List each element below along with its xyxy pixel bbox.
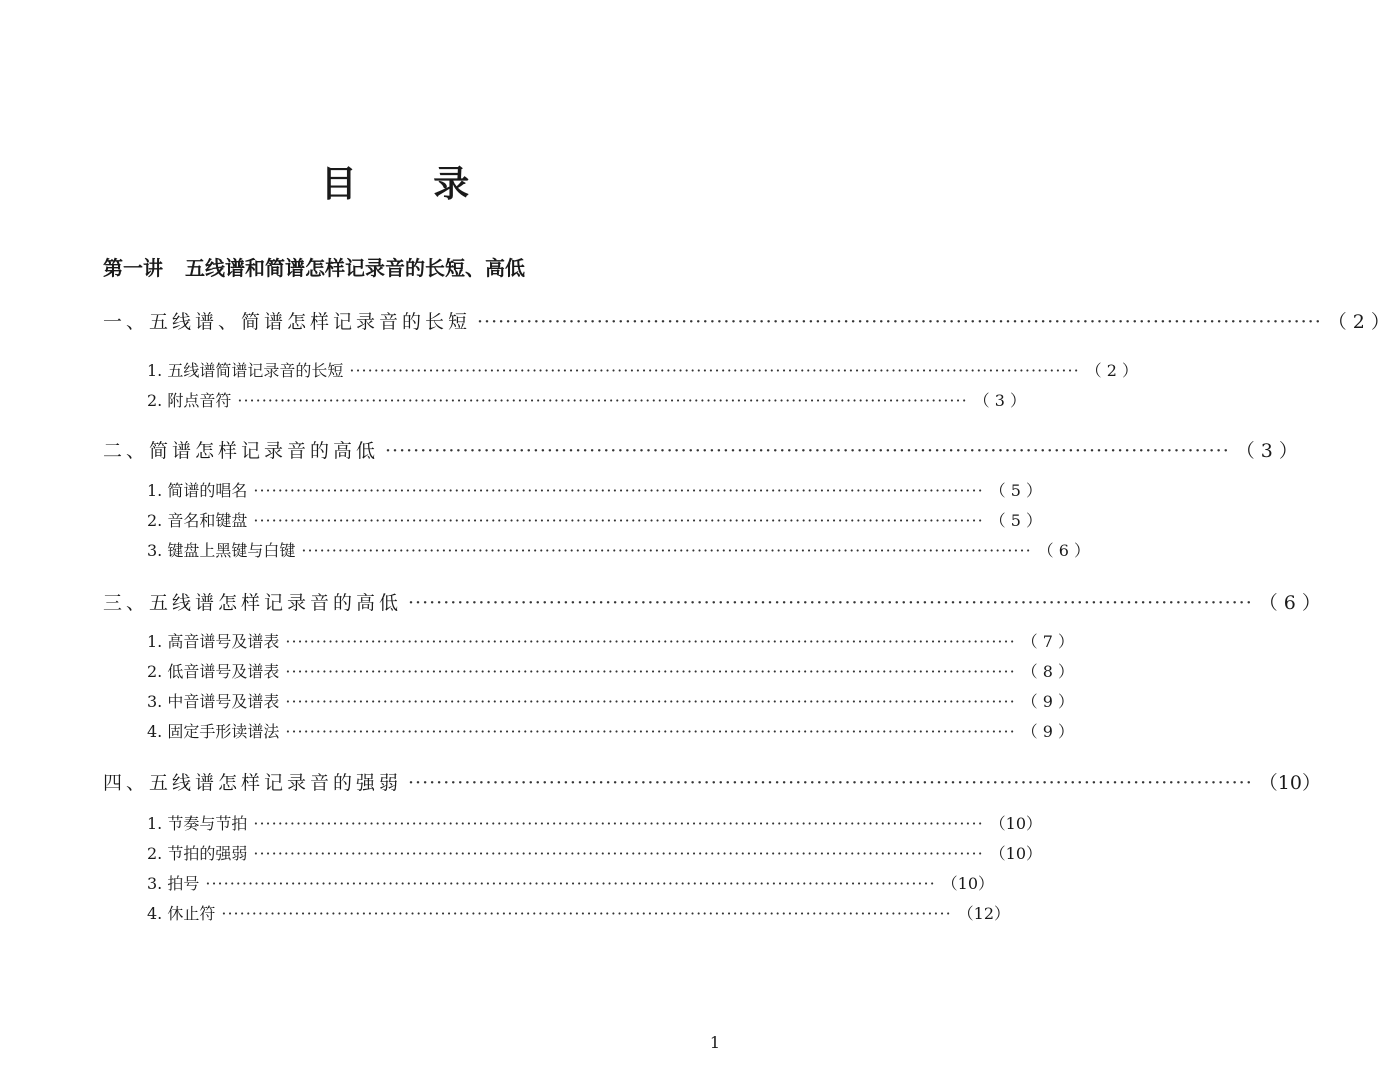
toc-item[interactable] (147, 508, 1043, 534)
leader-dots: ························································································································ (408, 592, 1253, 614)
leader-dots: ························································································································ (301, 541, 1032, 560)
chapter-number: 第一讲 (103, 256, 163, 280)
toc-item-label: 2. 节拍的强弱 (147, 844, 248, 863)
leader-dots: ························································································································ (408, 772, 1253, 794)
leader-dots: ························································································································ (285, 722, 1016, 741)
leader-dots: ························································································································ (253, 814, 984, 833)
toc-page-number: （10） (1258, 772, 1321, 794)
toc-item[interactable] (147, 901, 1011, 927)
toc-page-number: （ 3 ） (1235, 440, 1298, 462)
toc-page-number: （ 6 ） (1037, 541, 1091, 560)
toc-item-label: 2. 低音谱号及谱表 (147, 662, 280, 681)
leader-dots: ························································································································ (285, 692, 1016, 711)
toc-page-number: （ 8 ） (1021, 662, 1075, 681)
toc-item[interactable] (147, 811, 1043, 837)
toc-page-number: （ 7 ） (1021, 632, 1075, 651)
toc-page-number: （ 6 ） (1258, 592, 1321, 614)
toc-page-number: （10） (941, 874, 995, 893)
leader-dots: ························································································································ (349, 361, 1080, 380)
leader-dots: ························································································································ (221, 904, 952, 923)
leader-dots: ························································································································ (285, 632, 1016, 651)
leader-dots: ························································································································ (253, 844, 984, 863)
toc-section-label: 三、五线谱怎样记录音的高低 (103, 592, 403, 614)
toc-item[interactable] (147, 358, 1139, 384)
toc-page-number: （ 2 ） (1327, 311, 1390, 333)
toc-item-label: 2. 音名和键盘 (147, 511, 248, 530)
toc-page-number: （12） (957, 904, 1011, 923)
toc-page-number: （10） (989, 814, 1043, 833)
toc-item[interactable] (147, 388, 1027, 414)
toc-item[interactable] (147, 478, 1043, 504)
toc-page-number: （ 9 ） (1021, 692, 1075, 711)
toc-item[interactable] (147, 719, 1075, 745)
toc-page-number: （ 3 ） (973, 391, 1027, 410)
leader-dots: ························································································································ (237, 391, 968, 410)
leader-dots: ························································································································ (477, 311, 1322, 333)
chapter-title: 五线谱和简谱怎样记录音的长短、高低 (185, 256, 525, 280)
toc-page-number: （10） (989, 844, 1043, 863)
toc-item-label: 1. 简谱的唱名 (147, 481, 248, 500)
toc-section[interactable] (103, 437, 1298, 465)
page-number: 1 (709, 1033, 720, 1052)
toc-item-label: 4. 固定手形读谱法 (147, 722, 280, 741)
toc-item[interactable] (147, 871, 995, 897)
toc-section-label: 一、五线谱、简谱怎样记录音的长短 (103, 311, 472, 333)
toc-section[interactable] (103, 308, 1390, 336)
toc-item[interactable] (147, 659, 1075, 685)
leader-dots: ························································································································ (285, 662, 1016, 681)
toc-item-label: 3. 拍号 (147, 874, 200, 893)
toc-item-label: 1. 五线谱简谱记录音的长短 (147, 361, 344, 380)
leader-dots: ························································································································ (253, 511, 984, 530)
toc-item-label: 1. 节奏与节拍 (147, 814, 248, 833)
toc-item[interactable] (147, 629, 1075, 655)
toc-item-label: 4. 休止符 (147, 904, 216, 923)
leader-dots: ························································································································ (205, 874, 936, 893)
toc-item[interactable] (147, 841, 1043, 867)
leader-dots: ························································································································ (385, 440, 1230, 462)
toc-page-number: （ 5 ） (989, 511, 1043, 530)
toc-item-label: 3. 键盘上黑键与白键 (147, 541, 296, 560)
toc-item-label: 3. 中音谱号及谱表 (147, 692, 280, 711)
toc-section-label: 四、五线谱怎样记录音的强弱 (103, 772, 403, 794)
toc-page-number: （ 2 ） (1085, 361, 1139, 380)
toc-section-label: 二、简谱怎样记录音的高低 (103, 440, 380, 462)
toc-section[interactable] (103, 589, 1321, 617)
toc-item[interactable] (147, 689, 1075, 715)
toc-item[interactable] (147, 538, 1091, 564)
leader-dots: ························································································································ (253, 481, 984, 500)
toc-page-number: （ 9 ） (1021, 722, 1075, 741)
toc-page-number: （ 5 ） (989, 481, 1043, 500)
toc-item-label: 2. 附点音符 (147, 391, 232, 410)
toc-item-label: 1. 高音谱号及谱表 (147, 632, 280, 651)
page-title: 目 录 (320, 164, 502, 205)
chapter-heading (103, 253, 525, 283)
toc-section[interactable] (103, 769, 1321, 797)
